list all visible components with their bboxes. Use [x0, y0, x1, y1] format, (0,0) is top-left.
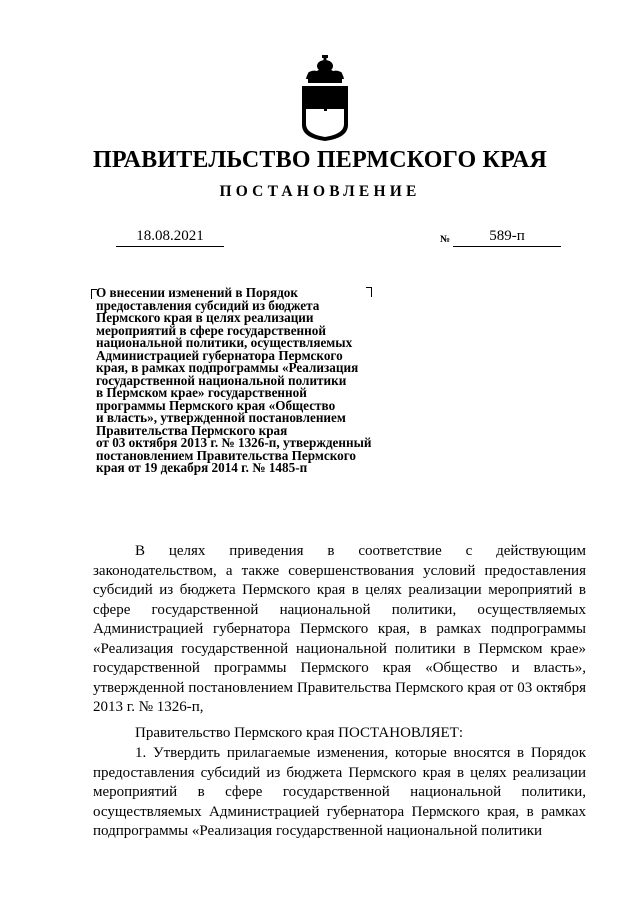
subject-line: Пермского края в целях реализации — [96, 310, 314, 325]
document-date: 18.08.2021 — [116, 228, 224, 247]
subject-line: предоставления субсидий из бюджета — [96, 297, 320, 313]
subject-line: О внесении изменений в Порядок — [96, 285, 298, 300]
number-sign: № — [440, 234, 451, 245]
subject-line: в Пермском крае» государственной — [96, 385, 307, 400]
subject-line: и власть», утвержденной постановлением — [96, 410, 346, 425]
document-number: 589-п — [453, 228, 561, 247]
subject-line: Администрацией губернатора Пермского — [96, 347, 343, 363]
subject-line: национальной политики, осуществляемых — [96, 335, 353, 350]
subject-line: государственной национальной политики — [96, 372, 347, 388]
subject-line: края, в рамках подпрограммы «Реализация — [96, 360, 359, 375]
government-title: ПРАВИТЕЛЬСТВО ПЕРМСКОГО КРАЯ — [92, 147, 548, 173]
item-1-paragraph: 1. Утвердить прилагаемые изменения, которые вносятся в Порядок предоставления субсидий из бюджета Пермского края в целях реализации мероприятий в сфере государственной национальной политики, осуществляемых Администрацией губернатора Пермского края, в рамках подпрограммы «Реализация государственной национальной политики — [93, 745, 586, 839]
subject-line: мероприятий в сфере государственной — [96, 322, 326, 338]
subject-line: постановлением Правительства Пермского — [96, 447, 356, 463]
subject-line: Правительства Пермского края — [96, 422, 288, 438]
subject-line: программы Пермского края «Общество — [96, 397, 336, 413]
document-body — [93, 542, 586, 848]
coat-of-arms-icon — [296, 55, 354, 141]
document-subject — [96, 287, 436, 475]
subject-line: края от 19 декабря 2014 г. № 1485-п — [96, 460, 308, 475]
decree-paragraph: Правительство Пермского края ПОСТАНОВЛЯЕТ: — [135, 724, 464, 741]
document-type: ПОСТАНОВЛЕНИЕ — [219, 183, 421, 200]
preamble-paragraph: В целях приведения в соответствие с действующим законодательством, а также совершенствования условий предоставления субсидий из бюджета Пермского края в целях реализации мероприятий в сфере государственной национальной политики, осуществляемых Администрацией губернатора Пермского края, в рамках подпрограммы «Реализация государственной национальной политики в Пермском крае» государственной программы Пермского края «Общество и власть», утвержденной постановлением Правительства Пермского края от 03 октября 2013 г. № 1326-п, — [93, 543, 586, 715]
subject-line: от 03 октября 2013 г. № 1326-п, утвержденный — [96, 435, 372, 450]
